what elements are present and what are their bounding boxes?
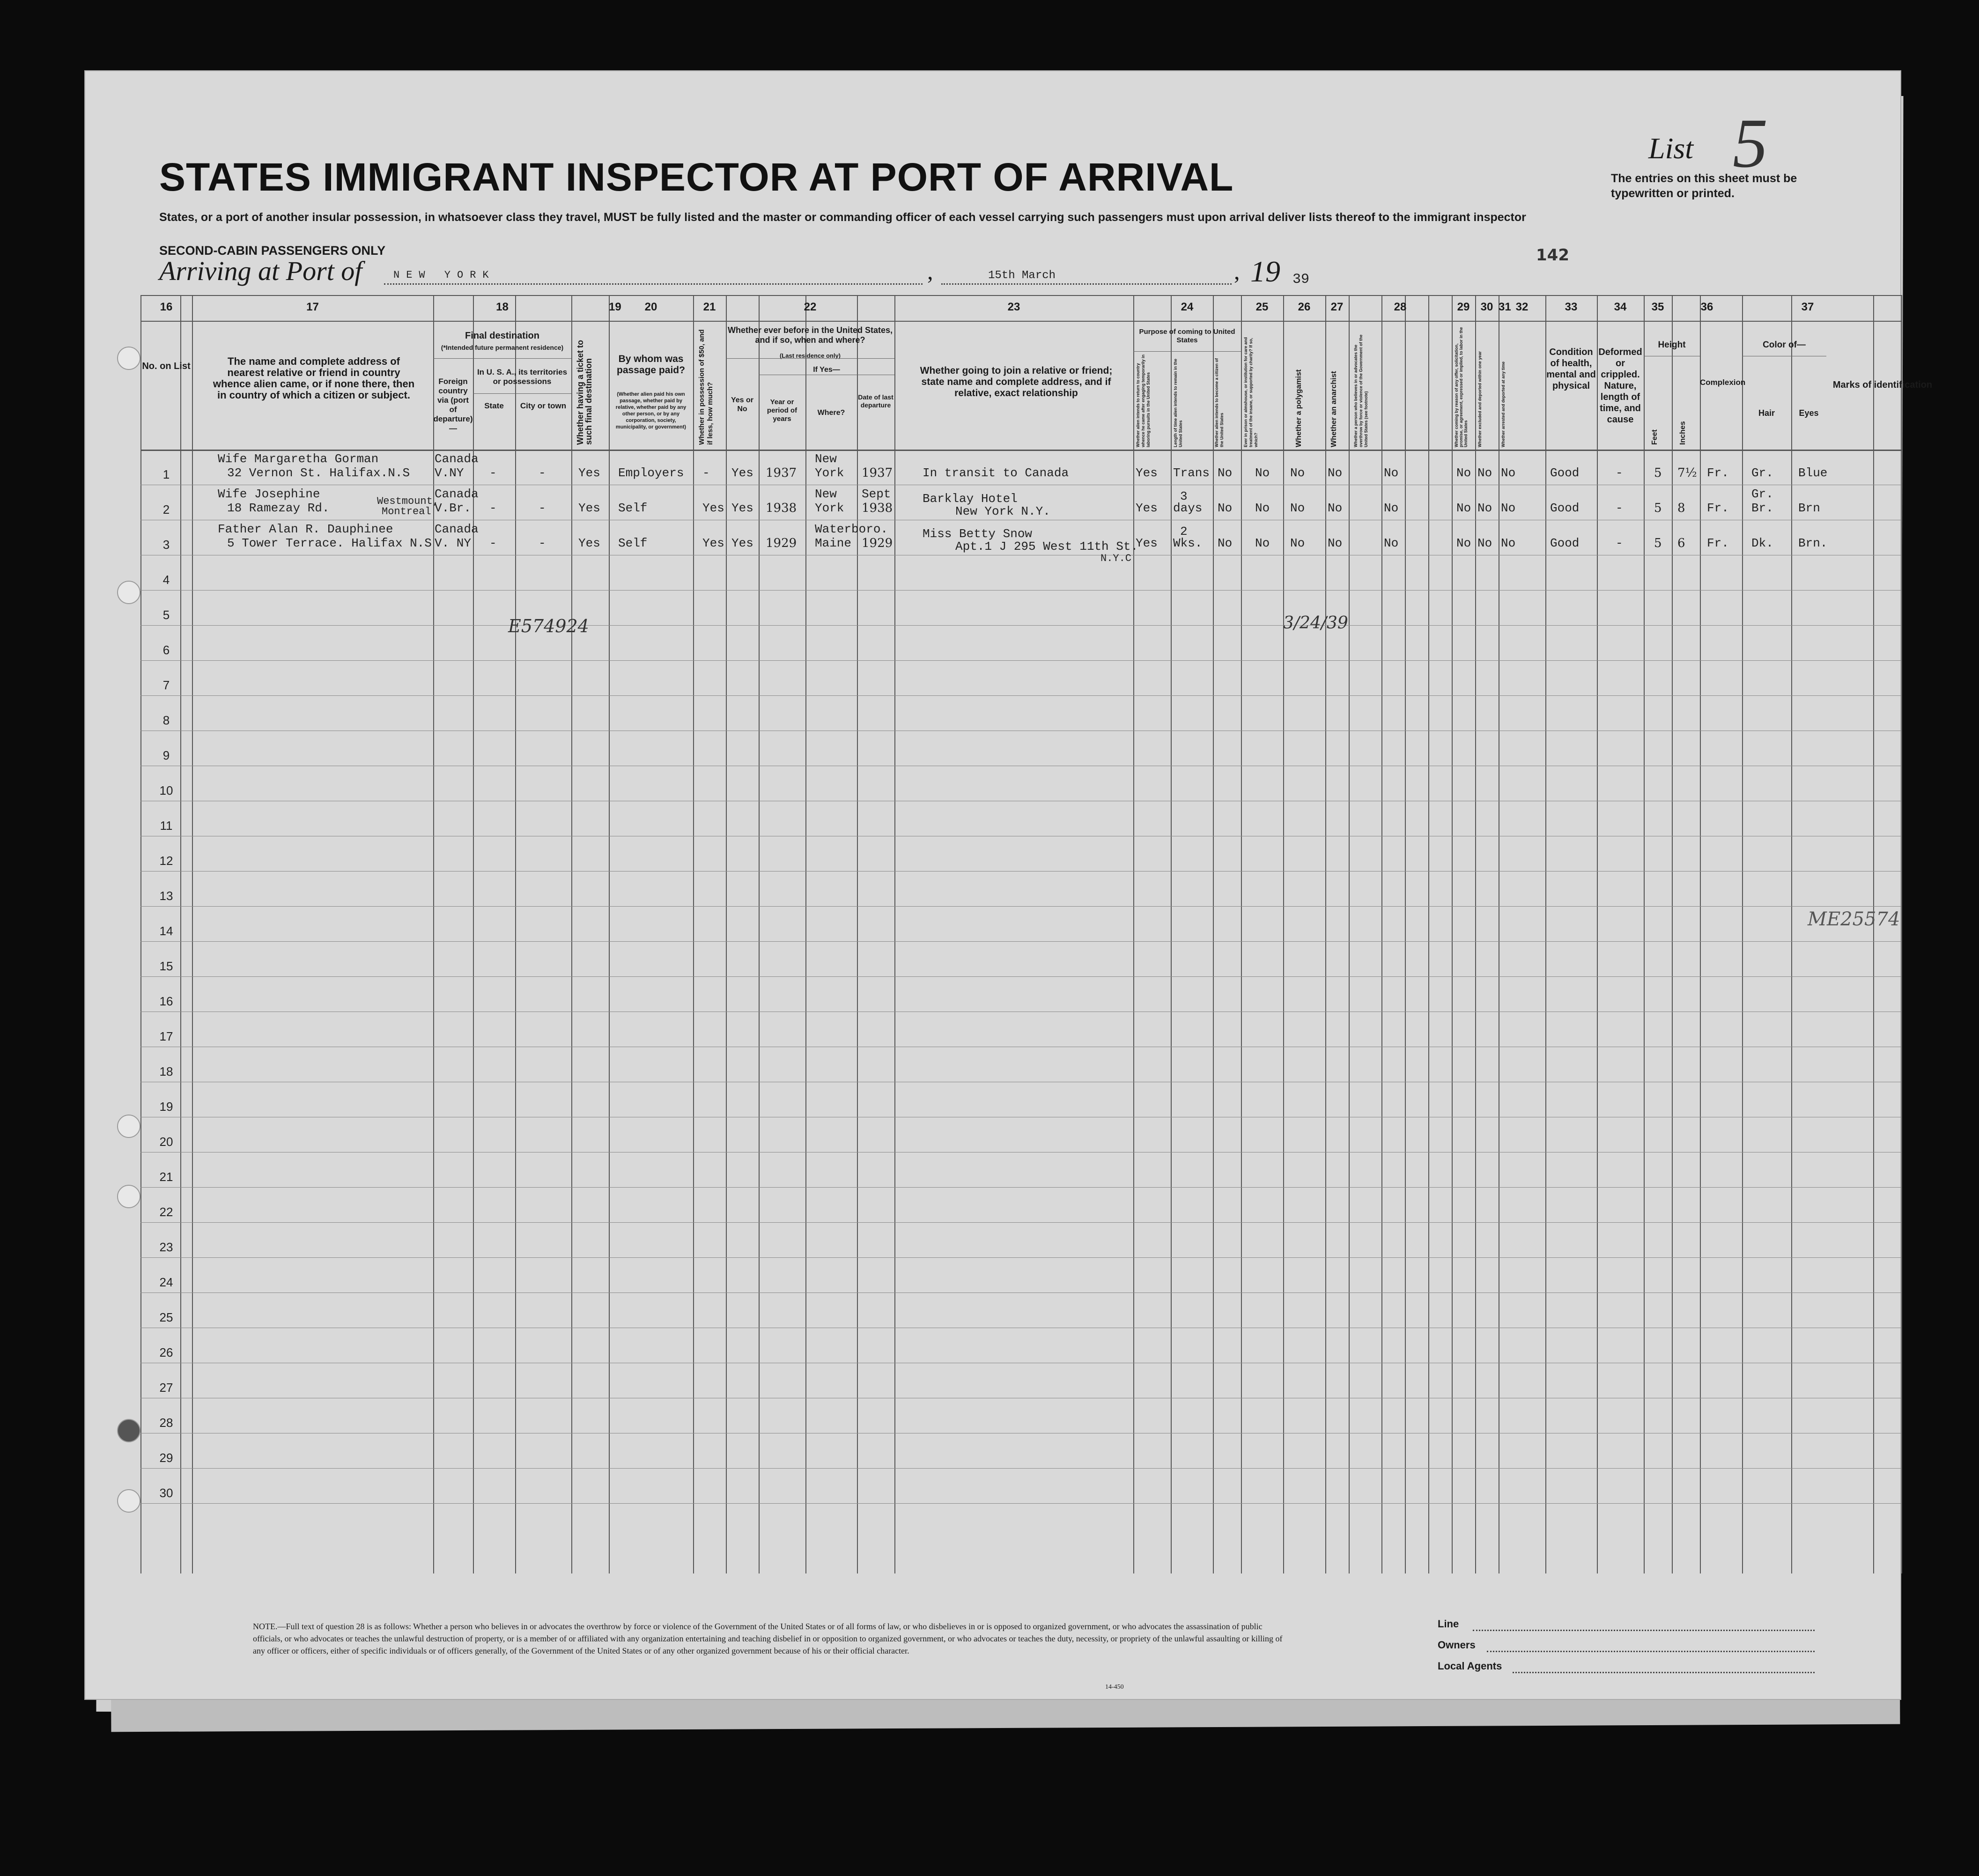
prison: No: [1255, 466, 1270, 480]
row-divider: [140, 1222, 1901, 1223]
punch-hole: [117, 581, 140, 604]
joining-relative: Miss Betty Snow: [923, 527, 1033, 541]
eye-color: Brn.: [1798, 536, 1828, 550]
row-number: 27: [159, 1381, 173, 1395]
hdr-purpose: Purpose of coming to United States: [1139, 328, 1235, 344]
manifest-sheet: [84, 70, 1933, 1700]
passage-paid-by: Self: [618, 501, 648, 515]
punch-hole: [117, 1489, 140, 1513]
hdr-ticket: Whether having a ticket to such final destination: [576, 340, 593, 445]
row-divider: [140, 1257, 1901, 1258]
where-before: York: [815, 466, 844, 480]
punch-hole: [117, 1115, 140, 1138]
question-28: No: [1384, 466, 1399, 480]
purpose-citizen: No: [1218, 466, 1233, 480]
purpose-return: Yes: [1136, 536, 1158, 550]
relative-address-extra: Montreal: [382, 506, 431, 517]
ticket: Yes: [578, 466, 600, 480]
row-number: 2: [162, 502, 170, 517]
ticket: Yes: [578, 501, 600, 515]
form-number: 14-450: [1105, 1684, 1124, 1691]
row-number: 12: [159, 854, 173, 868]
year-period: 1938: [766, 501, 797, 515]
row-number: 8: [162, 713, 170, 727]
handwritten-stamp-number: E574924: [508, 616, 589, 636]
question-29: No: [1456, 466, 1471, 480]
foreign-country: Canada: [435, 487, 479, 501]
colnum-37: 37: [1801, 301, 1814, 313]
line-label: Line: [1438, 1618, 1459, 1630]
list-number: 5: [1733, 104, 1768, 182]
joining-address: Apt.1 J 295 West 11th St.: [955, 539, 1138, 554]
health-condition: Good: [1550, 466, 1580, 480]
colnum-17: 17: [306, 301, 319, 313]
form-title: STATES IMMIGRANT INSPECTOR AT PORT OF ARRIVAL: [159, 155, 1234, 199]
row-number: 10: [159, 783, 173, 798]
row-divider: [140, 976, 1901, 977]
possession-50: Yes: [702, 501, 724, 515]
hdr-inches: Inches: [1679, 421, 1687, 445]
row-number: 19: [159, 1100, 173, 1114]
question-30: No: [1477, 466, 1492, 480]
row-number: 23: [159, 1240, 173, 1254]
port-line: [384, 283, 923, 285]
row-number: 7: [162, 678, 170, 692]
hdr-if-yes: If Yes—: [813, 366, 840, 374]
height-feet: 5: [1654, 466, 1662, 480]
health-condition: Good: [1550, 501, 1580, 515]
relative-name: Wife Josephine: [218, 487, 320, 501]
row-divider: [140, 695, 1901, 696]
row-divider: [140, 1187, 1901, 1188]
purpose-length: 2: [1180, 524, 1188, 539]
hair-color: Br.: [1751, 501, 1773, 515]
foreign-country: Canada: [435, 452, 479, 466]
height-inches: 8: [1677, 501, 1685, 515]
row-divider: [140, 625, 1901, 626]
prison: No: [1255, 501, 1270, 515]
joining-address: N.Y.C: [1100, 553, 1132, 564]
eye-color: Blue: [1798, 466, 1828, 480]
eye-color: Brn: [1798, 501, 1820, 515]
hdr-by-whom-paid: By whom was passage paid?: [617, 354, 685, 376]
hdr-nearest-relative: The name and complete address of nearest relative or friend in country whence alien came, or if none there, then in country of which a citizen or subject.: [213, 355, 415, 401]
list-label: List: [1648, 132, 1694, 165]
hdr-complexion: Complexion: [1700, 378, 1746, 387]
hdr-purpose-length: Length of time alien intends to remain in the United States: [1173, 358, 1183, 447]
deformed: -: [1616, 501, 1623, 515]
anarchist: No: [1328, 466, 1343, 480]
row-divider: [140, 871, 1901, 872]
departure-port: V. NY: [435, 536, 472, 550]
colnum-23: 23: [1007, 301, 1020, 313]
question-29: No: [1456, 536, 1471, 550]
anarchist: No: [1328, 501, 1343, 515]
question-28: No: [1384, 536, 1399, 550]
joining-address: New York N.Y.: [955, 504, 1050, 518]
question-30: No: [1477, 501, 1492, 515]
purpose-citizen: No: [1218, 501, 1233, 515]
hdr-purpose-citizen: Whether alien intends to become a citizen of the United States: [1214, 358, 1224, 447]
relative-address: 32 Vernon St. Halifax.N.S: [227, 466, 410, 480]
colnum-18: 18: [496, 301, 509, 313]
departure-date: 1937: [862, 466, 893, 480]
dest-state: -: [489, 501, 497, 515]
hdr-yes-or-no: Yes or No: [731, 396, 754, 413]
purpose-return: Yes: [1136, 501, 1158, 515]
footnote-q28: NOTE.—Full text of question 28 is as follows: Whether a person who believes in or advocates the overthrow by force or violence of the Government of the United States or of all forms of law, or who disbelieves in or is opposed to organized government, or who advocates the assassination of public officials, or who advocates or teaches the unlawful destruction of property, or is a member of or affiliated with any organization entertaining and teaching disbelief in or opposition to organized government, or who advocates or teaches the duty, necessity, or propriety of the unlawful assaulting or killing of any officer or officers, either of specific individuals or of officers generally, of the Government of the United States or of any other organized government because of his or their official character.: [253, 1622, 1283, 1655]
local-agents-label: Local Agents: [1438, 1660, 1502, 1672]
colnum-26: 26: [1298, 301, 1311, 313]
where-before: New: [815, 487, 837, 501]
port-name: NEW YORK: [393, 269, 495, 281]
dest-state: -: [489, 466, 497, 480]
hdr-by-whom-note: (Whether alien paid his own passage, whether paid by relative, whether paid by any other person, or by any corporation, society, municipality, or government): [615, 391, 687, 430]
colnum-24: 24: [1181, 301, 1194, 313]
foreign-country: Canada: [435, 522, 479, 536]
colnum-29: 29: [1457, 301, 1470, 313]
row-number: 30: [159, 1486, 173, 1500]
hdr-prison: Ever in prison or almshouse, or institution for care and treatment of the insane, or supported by charity? If so, which?: [1243, 337, 1258, 447]
polygamist: No: [1290, 501, 1305, 515]
possession-50: -: [702, 466, 710, 480]
passage-paid-by: Employers: [618, 466, 684, 480]
hdr-no-on-list: No. on List: [142, 361, 191, 371]
arrival-date: 15th March: [988, 269, 1056, 282]
colnum-34: 34: [1614, 301, 1627, 313]
health-condition: Good: [1550, 536, 1580, 550]
relative-name: Father Alan R. Dauphinee: [218, 522, 393, 536]
polygamist: No: [1290, 466, 1305, 480]
row-number: 5: [162, 608, 170, 622]
dest-city: -: [539, 501, 546, 515]
question-31: No: [1501, 466, 1516, 480]
row-number: 29: [159, 1451, 173, 1465]
deformed: -: [1616, 466, 1623, 480]
colnum-33: 33: [1565, 301, 1578, 313]
deformed: -: [1616, 536, 1623, 550]
passage-paid-by: Self: [618, 536, 648, 550]
departure-date: Sept: [862, 487, 891, 501]
question-29: No: [1456, 501, 1471, 515]
purpose-citizen: No: [1218, 536, 1233, 550]
question-31: No: [1501, 501, 1516, 515]
relative-address: 18 Ramezay Rd.: [227, 501, 330, 515]
row-number: 14: [159, 924, 173, 938]
hdr-condition: Condition of health, mental and physical: [1546, 347, 1596, 391]
row-number: 24: [159, 1275, 173, 1289]
hdr-q30: Whether excluded and deported within one year: [1477, 351, 1482, 447]
height-inches: 6: [1677, 536, 1685, 550]
row-number: 15: [159, 959, 173, 973]
row-divider: [140, 941, 1901, 942]
row-number: 26: [159, 1345, 173, 1359]
purpose-return: Yes: [1136, 466, 1158, 480]
joining-relative: Barklay Hotel: [923, 492, 1018, 506]
handwritten-date: 3/24/39: [1283, 613, 1348, 633]
hdr-q31: Whether arrested and deported at any time: [1501, 361, 1506, 447]
owners-label: Owners: [1438, 1639, 1476, 1651]
hdr-purpose-return: Whether alien intends to return to country whence he came after engaging temporarily in laboring pursuits in the United States: [1136, 354, 1151, 447]
dest-state: -: [489, 536, 497, 550]
possession-50: Yes: [702, 536, 724, 550]
colnum-21: 21: [703, 301, 716, 313]
row-divider: [140, 660, 1901, 661]
margin-number: ME25574: [1808, 908, 1900, 930]
date-line: [941, 283, 1232, 285]
ever-before: Yes: [731, 536, 753, 550]
joining-relative: In transit to Canada: [923, 466, 1069, 480]
complexion: Fr.: [1707, 466, 1729, 480]
departure-port: V.Br.: [435, 501, 472, 515]
dest-city: -: [539, 536, 546, 550]
question-28: No: [1384, 501, 1399, 515]
year-suffix: 39: [1292, 272, 1310, 288]
hdr-height: Height: [1658, 340, 1686, 350]
punch-hole: [117, 347, 140, 370]
colnum-35: 35: [1651, 301, 1664, 313]
row-number: 22: [159, 1205, 173, 1219]
form-instruction: States, or a port of another insular possession, in whatsoever class they travel, MUST be fully listed and the master or commanding officer of each vessel carrying such passengers must upon arrival deliver lists thereof to the immigrant inspector: [159, 211, 1526, 224]
year-period: 1937: [766, 466, 797, 480]
colnum-20: 20: [644, 301, 657, 313]
hdr-eyes: Eyes: [1799, 408, 1819, 418]
hdr-hair: Hair: [1758, 408, 1775, 418]
year-prefix: 19: [1250, 255, 1280, 288]
row-number: 28: [159, 1416, 173, 1430]
hdr-year-period: Year or period of years: [767, 398, 798, 423]
dest-city: -: [539, 466, 546, 480]
arriving-label: Arriving at Port of: [159, 256, 362, 286]
hdr-ever-before: Whether ever before in the United States, and if so, when and where?: [727, 325, 893, 345]
row-number: 17: [159, 1029, 173, 1043]
hdr-feet: Feet: [1651, 429, 1659, 445]
hdr-marks: Marks of identification: [1832, 380, 1933, 390]
purpose-length: Wks.: [1173, 536, 1203, 550]
departure-date: 1929: [862, 536, 893, 550]
manifest-table: 16 17 18 19 20 21 22 23 24 25 26 27 28 29 30 31 32 33 34 35 36 37 No. on List The name and complete address of nearest relative or friend in country whence alien came, or if none there, then in country of which a citizen or subject. Final destination (*Intended future permanent residence) Foreign country via (port of departure)— In U. S. A., its territories or possessions State City or town Whether having a ticket to such final destination By whom was passage paid? (Whether alien paid his own passage, whether paid by relative, whether paid by any other person, or by any corporation, society, municipality, or government) Whether in possession of $50, and if less, how much? Whether ever before in the United States, and if so, when and where? (Last residence only) Yes or No If Yes— Year or period of years Where? Date of last departure Whether going to join a relative or friend; state name and complete address, and if relative, exact relationship Purpose of coming to United States Whether alien intends to return to country whence he came after engaging temporarily in laboring pursuits in the United States Length of time alien intends to remain in the United States Whether alien intends to become a citizen of the United States Ever in prison or almshouse, or institution for care and treatment of the insane, or supported by charity? If so, which? Whether a polygamist Whether an anarchist Whether a person who believes in or advocates the overthrow by force or violence of the Government of the United States (see footnote) Whether coming by reason of any offer, solicitation, promise, or agreement, expressed or implied, to labor in the United States Whether excluded and deported within one year Whether arrested and deported at any time Condition of health, mental and physical Deformed or crippled. Nature, length of time, and cause Height Feet Inches Complexion Color of— Hair Eyes Marks of identification: [140, 295, 1901, 1573]
hdr-city: City or town: [520, 401, 567, 410]
colnum-30: 30: [1480, 301, 1493, 313]
relative-name: Wife Margaretha Gorman: [218, 452, 379, 466]
complexion: Fr.: [1707, 501, 1729, 515]
hdr-possession-50: Whether in possession of $50, and if less, how much?: [698, 329, 714, 445]
prison: No: [1255, 536, 1270, 550]
row-number: 4: [162, 573, 170, 587]
where-before: Maine: [815, 536, 852, 550]
colnum-22: 22: [804, 301, 817, 313]
row-number: 21: [159, 1170, 173, 1184]
purpose-length: Trans: [1173, 466, 1210, 480]
hdr-final-destination-note: (*Intended future permanent residence): [441, 344, 564, 351]
typewritten-note: The entries on this sheet must be typewritten or printed.: [1611, 172, 1797, 200]
row-number: 18: [159, 1064, 173, 1078]
colnum-28: 28: [1394, 301, 1407, 313]
colnum-25: 25: [1255, 301, 1269, 313]
passenger-class-note: SECOND-CABIN PASSENGERS ONLY: [159, 244, 386, 258]
where-before: Waterboro.: [815, 522, 888, 536]
hdr-in-usa: In U. S. A., its territories or possessions: [477, 368, 568, 386]
complexion: Fr.: [1707, 536, 1729, 550]
punch-hole: [117, 1185, 140, 1208]
row-number: 13: [159, 889, 173, 903]
hdr-q28: Whether a person who believes in or advocates the overthrow by force or violence of the Government of the United States (see footnote): [1353, 334, 1368, 447]
hdr-polygamist: Whether a polygamist: [1295, 369, 1303, 447]
purpose-length: days: [1173, 501, 1203, 515]
comma-1: ,: [927, 258, 933, 284]
height-feet: 5: [1654, 536, 1662, 550]
sheet-number: 142: [1536, 246, 1569, 265]
height-inches: 7½: [1677, 466, 1697, 480]
hair-color: Dk.: [1751, 536, 1773, 550]
hdr-final-destination: Final destination: [465, 331, 539, 341]
question-30: No: [1477, 536, 1492, 550]
hdr-color-of: Color of—: [1763, 340, 1806, 350]
hdr-deformed: Deformed or crippled. Nature, length of time, and cause: [1598, 347, 1642, 425]
ticket: Yes: [578, 536, 600, 550]
row-divider: [140, 906, 1901, 907]
departure-date: 1938: [862, 501, 893, 515]
colnum-32: 32: [1515, 301, 1529, 313]
hdr-joining: Whether going to join a relative or friend; state name and complete address, and if relative, exact relationship: [920, 365, 1113, 399]
where-before: York: [815, 501, 844, 515]
relative-address-extra: Westmount,: [377, 495, 439, 507]
colnum-27: 27: [1330, 301, 1344, 313]
row-number: 9: [162, 748, 170, 762]
punch-hole: [117, 1419, 140, 1442]
hdr-ever-before-note: (Last residence only): [779, 352, 841, 359]
row-number: 1: [162, 467, 170, 481]
ever-before: Yes: [731, 501, 753, 515]
row-number: 11: [160, 819, 173, 833]
row-divider: [140, 1503, 1901, 1504]
ever-before: Yes: [731, 466, 753, 480]
hdr-state: State: [484, 401, 504, 410]
height-feet: 5: [1654, 501, 1662, 515]
comma-2: ,: [1234, 258, 1240, 284]
departure-port: V.NY: [435, 466, 464, 480]
colnum-36: 36: [1700, 301, 1713, 313]
relative-address: 5 Tower Terrace. Halifax N.S: [227, 536, 432, 550]
anarchist: No: [1328, 536, 1343, 550]
hdr-q29: Whether coming by reason of any offer, solicitation, promise, or agreement, expressed or implied, to labor in the United States: [1454, 327, 1468, 447]
year-period: 1929: [766, 536, 797, 550]
row-number: 6: [162, 643, 170, 657]
row-divider: [140, 590, 1901, 591]
hdr-where: Where?: [817, 409, 845, 417]
polygamist: No: [1290, 536, 1305, 550]
where-before: New: [815, 452, 837, 466]
hdr-foreign-country: Foreign country via (port of departure)—: [433, 377, 473, 433]
purpose-length: 3: [1180, 489, 1188, 503]
row-number: 3: [162, 538, 170, 552]
row-number: 20: [159, 1135, 173, 1149]
row-divider: [140, 1468, 1901, 1469]
hdr-date-departure: Date of last departure: [858, 393, 894, 409]
hair-color: Gr.: [1751, 487, 1773, 501]
row-number: 16: [159, 994, 173, 1008]
hdr-anarchist: Whether an anarchist: [1330, 371, 1338, 447]
hair-color: Gr.: [1751, 466, 1773, 480]
question-31: No: [1501, 536, 1516, 550]
colnum-16: 16: [160, 301, 173, 313]
row-number: 25: [159, 1310, 173, 1324]
